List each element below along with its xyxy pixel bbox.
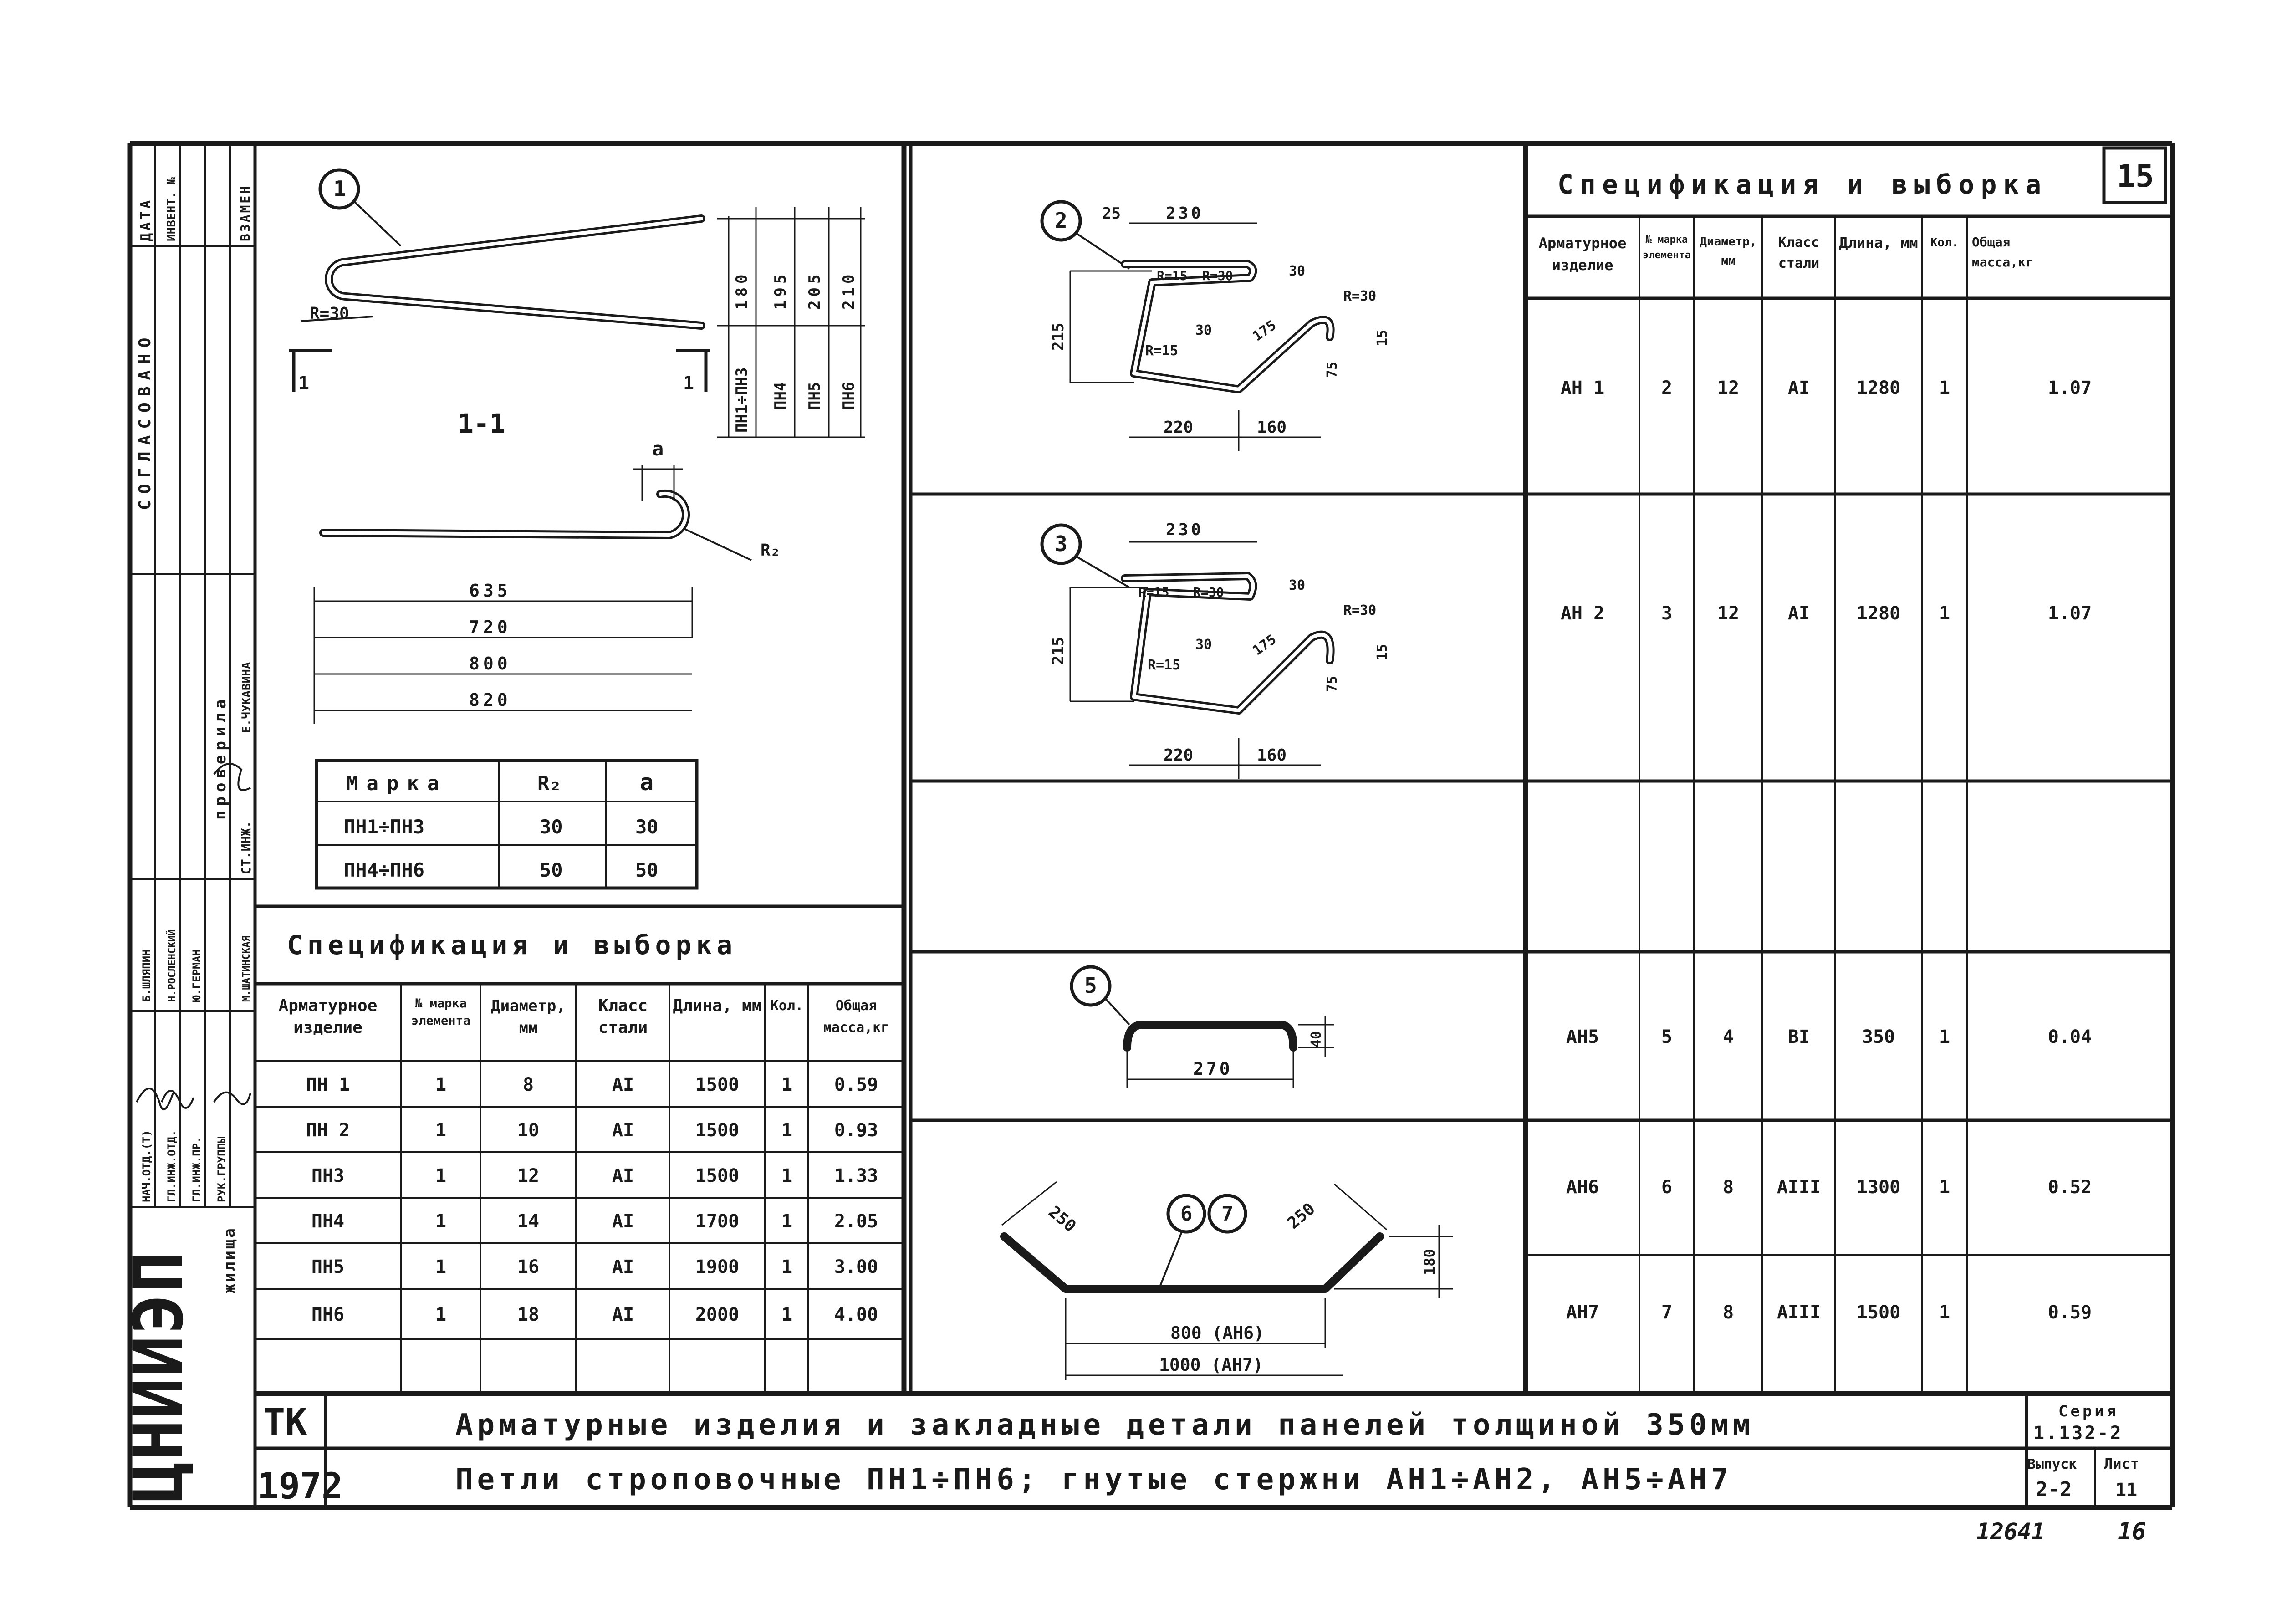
right-spec-cell: 1300 — [1856, 1177, 1901, 1198]
bar3-radius-1: R=15 — [1138, 585, 1169, 600]
stamp-role-2: ГЛ.ИНЖ.ОТД. — [165, 1130, 178, 1202]
right-spec-header: Диаметр, мм — [1700, 235, 1757, 268]
left-spec-header: Кол. — [770, 998, 804, 1014]
left-spec-cell: ПН5 — [311, 1256, 345, 1277]
org-suffix: жилища — [220, 1226, 239, 1293]
section-label: 1-1 — [458, 408, 505, 439]
stamp-proverila: проверила — [211, 695, 230, 820]
left-spec-cell: 2000 — [695, 1304, 740, 1325]
right-spec-cell: 350 — [1862, 1026, 1895, 1047]
title-tk: ТК — [263, 1401, 307, 1443]
left-spec-header: Арматурное изделие — [278, 996, 378, 1037]
right-spec-cell: 1 — [1939, 378, 1950, 398]
right-spec-cell: АН5 — [1566, 1026, 1599, 1047]
mark-table-cell: 30 — [635, 816, 659, 838]
dim-label-pn5: ПН5 — [806, 382, 824, 410]
right-spec-header: Длина, мм — [1839, 234, 1918, 251]
bar3-dim-230: 230 — [1166, 521, 1204, 539]
right-spec-title: Спецификация и выборка — [1557, 169, 2048, 200]
left-spec-header: Общая масса,кг — [823, 998, 889, 1036]
loop-r-label: R=30 — [310, 304, 349, 323]
left-spec-cell: 1.33 — [834, 1165, 878, 1186]
bar3-radius-4: R=30 — [1343, 603, 1377, 618]
right-spec-cell: AIII — [1777, 1177, 1821, 1198]
bar67-dim-250b: 250 — [1284, 1199, 1319, 1233]
dim-value-180: 180 — [733, 271, 751, 310]
left-spec-cell: AI — [612, 1074, 634, 1095]
mark-table-header-r2: R₂ — [537, 772, 562, 795]
left-spec-cell: 1 — [435, 1120, 447, 1141]
left-spec-cell: 1 — [435, 1256, 447, 1277]
left-spec-cell: AI — [612, 1165, 634, 1186]
right-spec-cell: 5 — [1661, 1026, 1673, 1047]
bar-6-7-drawing — [1002, 1182, 1453, 1380]
right-spec-cell: AIII — [1777, 1302, 1821, 1323]
mark-table-cell: 30 — [540, 816, 563, 838]
right-spec-table — [911, 148, 2172, 1394]
list-value: 11 — [2115, 1480, 2138, 1501]
stamp-block — [119, 177, 254, 1503]
right-spec-cell: 1500 — [1856, 1302, 1901, 1323]
bar2-mark: 2 — [1055, 208, 1067, 233]
left-spec-header: № марка элемента — [411, 996, 471, 1028]
right-spec-cell: 1 — [1939, 1302, 1950, 1323]
right-spec-cell: 0.59 — [2047, 1302, 2092, 1323]
bar2-dim-25: 25 — [1102, 204, 1121, 223]
right-spec-cell: 1 — [1939, 1026, 1950, 1047]
bar2-dim-215: 215 — [1049, 322, 1067, 351]
left-spec-cell: 1500 — [695, 1165, 740, 1186]
left-spec-cell: 1 — [781, 1304, 793, 1325]
stamp-role-4: РУК.ГРУППЫ — [215, 1136, 228, 1202]
right-spec-cell: 2 — [1661, 378, 1673, 398]
left-spec-cell: 1 — [781, 1211, 793, 1232]
title-year: 1972 — [257, 1466, 343, 1507]
stamp-data: ДАТА — [138, 197, 154, 241]
right-spec-cell: BI — [1787, 1026, 1810, 1047]
left-spec-title: Спецификация и выборка — [287, 929, 737, 960]
bar3-dim-15: 15 — [1374, 643, 1390, 660]
bar3-mark: 3 — [1055, 531, 1067, 556]
stamp-name-1: Б.ШЛЯПИН — [140, 949, 153, 1002]
bar2-radius-1: R=15 — [1157, 268, 1188, 283]
bar67-dim-800: 800 (АН6) — [1170, 1323, 1264, 1343]
bar3-radius-3: R=15 — [1148, 657, 1181, 673]
left-spec-cell: ПН6 — [311, 1304, 345, 1325]
mark-table-cell: ПН4÷ПН6 — [344, 859, 425, 881]
stamp-st-inzh-name: Е.ЧУКАВИНА — [240, 662, 254, 733]
mark-table-cell: ПН1÷ПН3 — [344, 816, 425, 838]
right-spec-cell: AI — [1787, 603, 1810, 624]
left-spec-cell: 1 — [435, 1304, 447, 1325]
section-mark-left: 1 — [298, 373, 310, 394]
right-spec-cell: 12 — [1717, 603, 1740, 624]
right-spec-cell: 7 — [1661, 1302, 1673, 1323]
right-spec-cell: 0.04 — [2047, 1026, 2092, 1047]
left-spec-cell: 0.93 — [834, 1120, 878, 1141]
bar67-mark-7: 7 — [1221, 1202, 1234, 1226]
bar67-dim-180: 180 — [1421, 1249, 1438, 1275]
left-spec-cell: 1 — [781, 1165, 793, 1186]
left-spec-cell: 1 — [435, 1165, 447, 1186]
left-spec-cell: 14 — [517, 1211, 540, 1232]
left-spec-cell: ПН 2 — [306, 1120, 350, 1141]
bar3-dim-220: 220 — [1164, 746, 1194, 765]
right-spec-cell: 3 — [1661, 603, 1673, 624]
left-spec-cell: AI — [612, 1304, 634, 1325]
right-spec-cell: АН7 — [1566, 1302, 1599, 1323]
left-spec-cell: 1 — [781, 1074, 793, 1095]
right-spec-cell: 12 — [1717, 378, 1740, 398]
right-spec-cell: 0.52 — [2047, 1177, 2092, 1198]
len-dim-820: 820 — [469, 690, 511, 710]
bar2-dim-230: 230 — [1166, 204, 1204, 223]
series-value: 1.132-2 — [2033, 1423, 2123, 1444]
dim-value-205: 205 — [806, 271, 824, 310]
signature-4 — [214, 1093, 250, 1104]
bar2-dim-30a: 30 — [1289, 263, 1306, 279]
stamp-name-4: М.ШАТИНСКАЯ — [241, 935, 252, 1002]
bar67-mark-6: 6 — [1180, 1202, 1193, 1226]
left-spec-cell: 1700 — [695, 1211, 740, 1232]
archive-number: 12641 — [1976, 1518, 2045, 1545]
mark-table-header-a: a — [640, 769, 654, 796]
right-spec-cell: АН 1 — [1560, 378, 1605, 398]
bar3-dim-175: 175 — [1250, 631, 1279, 659]
stamp-vzamen: ВЗАМЕН — [238, 184, 253, 241]
left-spec-cell: ПН4 — [311, 1211, 345, 1232]
mark-table-header-mark: Марка — [346, 772, 448, 795]
dim-label-pn1-3: ПН1÷ПН3 — [733, 367, 751, 433]
bar2-dim-15: 15 — [1374, 329, 1390, 346]
bar2-dim-30b: 30 — [1195, 322, 1212, 338]
stamp-role-1: НАЧ.ОТД.(Т) — [140, 1130, 153, 1202]
loop-mark: 1 — [333, 176, 346, 201]
page-number: 16 — [2118, 1518, 2146, 1545]
left-spec-cell: 0.59 — [834, 1074, 878, 1095]
org-logo: ЦНИИЭП — [119, 1251, 199, 1503]
left-spec-header: Диаметр, мм — [491, 997, 566, 1037]
bar-2-drawing — [1042, 202, 1390, 451]
length-dims — [314, 581, 692, 724]
left-spec-cell: ПН3 — [311, 1165, 345, 1186]
left-spec-cell: 1 — [435, 1211, 447, 1232]
list-label: Лист — [2104, 1455, 2139, 1472]
mark-table-cell: 50 — [635, 859, 659, 881]
right-spec-cell: АН 2 — [1560, 603, 1605, 624]
bar3-radius-2: R=30 — [1193, 585, 1224, 600]
left-spec-cell: 1500 — [695, 1074, 740, 1095]
bar3-dim-160: 160 — [1257, 746, 1287, 765]
signature-2 — [162, 1091, 194, 1108]
dim-value-210: 210 — [840, 271, 858, 310]
right-spec-header: Класс стали — [1778, 235, 1820, 271]
section-mark-right: 1 — [683, 373, 694, 394]
left-spec-cell: ПН 1 — [306, 1074, 350, 1095]
left-spec-cell: 10 — [517, 1120, 540, 1141]
left-spec-cell: 12 — [517, 1165, 540, 1186]
stamp-role-3: ГЛ.ИНЖ.ПР. — [190, 1136, 203, 1202]
bar3-dim-30a: 30 — [1289, 577, 1306, 593]
stamp-st-inzh: СТ.ИНЖ. — [239, 820, 254, 874]
r2-label: R₂ — [761, 541, 781, 560]
mark-table-cell: 50 — [540, 859, 563, 881]
bar2-dim-175: 175 — [1250, 317, 1279, 345]
left-spec-cell: 16 — [517, 1256, 540, 1277]
mark-table — [317, 761, 697, 888]
left-spec-cell: 2.05 — [834, 1211, 878, 1232]
dim-label-pn4: ПН4 — [771, 382, 790, 410]
right-spec-cell: 1.07 — [2047, 378, 2092, 398]
len-dim-720: 720 — [469, 617, 511, 637]
loop-drawing — [289, 170, 865, 724]
right-spec-cell: 8 — [1722, 1302, 1734, 1323]
right-spec-cell: 6 — [1661, 1177, 1673, 1198]
bar5-mark: 5 — [1084, 973, 1097, 998]
stamp-inv: ИНВЕНТ. № — [165, 177, 179, 241]
right-spec-cell: 1 — [1939, 1177, 1950, 1198]
bar-3-drawing — [1042, 521, 1390, 779]
left-spec-cell: AI — [612, 1120, 634, 1141]
left-spec-header: Длина, мм — [673, 996, 762, 1015]
left-spec-cell: 1 — [781, 1120, 793, 1141]
len-dim-800: 800 — [469, 654, 511, 674]
right-spec-header: № марка элемента — [1643, 234, 1691, 261]
issue-label: Выпуск — [2027, 1456, 2077, 1472]
stamp-name-3: Ю.ГЕРМАН — [190, 949, 203, 1002]
right-spec-cell: 1.07 — [2047, 603, 2092, 624]
height-dims — [717, 207, 865, 437]
left-spec-cell: 1 — [781, 1256, 793, 1277]
bar2-dim-75: 75 — [1324, 361, 1340, 378]
bar67-dim-1000: 1000 (АН7) — [1159, 1355, 1263, 1375]
a-label: a — [652, 438, 664, 460]
bar67-dim-250a: 250 — [1045, 1202, 1080, 1236]
left-spec-header: Класс стали — [598, 996, 648, 1037]
left-spec-cell: 4.00 — [834, 1304, 878, 1325]
left-spec-cell: AI — [612, 1256, 634, 1277]
right-spec-cell: АН6 — [1566, 1177, 1599, 1198]
bar2-dim-220: 220 — [1164, 418, 1194, 437]
sheet-no: 15 — [2117, 158, 2154, 194]
left-spec-cell: 1500 — [695, 1120, 740, 1141]
len-dim-635: 635 — [469, 581, 511, 601]
right-spec-cell: 1 — [1939, 603, 1950, 624]
bar3-dim-30b: 30 — [1195, 637, 1212, 653]
bar2-radius-3: R=15 — [1145, 343, 1179, 359]
right-spec-cell: 8 — [1722, 1177, 1734, 1198]
right-spec-header: Общая масса,кг — [1972, 235, 2033, 270]
title-block — [257, 1401, 2139, 1507]
title-line-1: Арматурные изделия и закладные детали панелей толщиной 350мм — [455, 1408, 1754, 1442]
stamp-soglasovano: СОГЛАСОВАНО — [136, 331, 154, 510]
left-spec-cell: 1900 — [695, 1256, 740, 1277]
right-spec-header: Кол. — [1930, 236, 1959, 250]
series-label: Серия — [2058, 1402, 2119, 1420]
left-spec-cell: 8 — [522, 1074, 534, 1095]
right-spec-cell: 1280 — [1856, 603, 1901, 624]
right-spec-cell: 1280 — [1856, 378, 1901, 398]
right-spec-header: Арматурное изделие — [1538, 235, 1627, 274]
bar-5-drawing — [1072, 967, 1334, 1088]
dim-label-pn6: ПН6 — [840, 382, 858, 410]
dim-value-195: 195 — [771, 271, 790, 310]
bar5-dim-40: 40 — [1308, 1031, 1324, 1047]
bar3-dim-75: 75 — [1324, 675, 1340, 692]
left-spec-rows — [306, 1074, 878, 1325]
bar5-dim-270: 270 — [1193, 1059, 1233, 1079]
stamp-name-2: Н.РОСЛЕНСКИЙ — [167, 929, 178, 1002]
right-spec-cell: 4 — [1722, 1026, 1734, 1047]
right-spec-cell: AI — [1787, 378, 1810, 398]
title-line-2: Петли строповочные ПН1÷ПН6; гнутые стержни АН1÷АН2, АН5÷АН7 — [455, 1463, 1733, 1496]
left-spec-cell: 3.00 — [834, 1256, 878, 1277]
left-spec-cell: 1 — [435, 1074, 447, 1095]
bar3-dim-215: 215 — [1049, 637, 1067, 665]
bar2-radius-4: R=30 — [1343, 288, 1377, 304]
issue-value: 2-2 — [2036, 1478, 2072, 1501]
bar2-radius-2: R=30 — [1202, 268, 1233, 283]
left-spec-table — [255, 906, 904, 1394]
left-spec-cell: 18 — [517, 1304, 540, 1325]
left-spec-cell: AI — [612, 1211, 634, 1232]
bar2-dim-160: 160 — [1257, 418, 1287, 437]
